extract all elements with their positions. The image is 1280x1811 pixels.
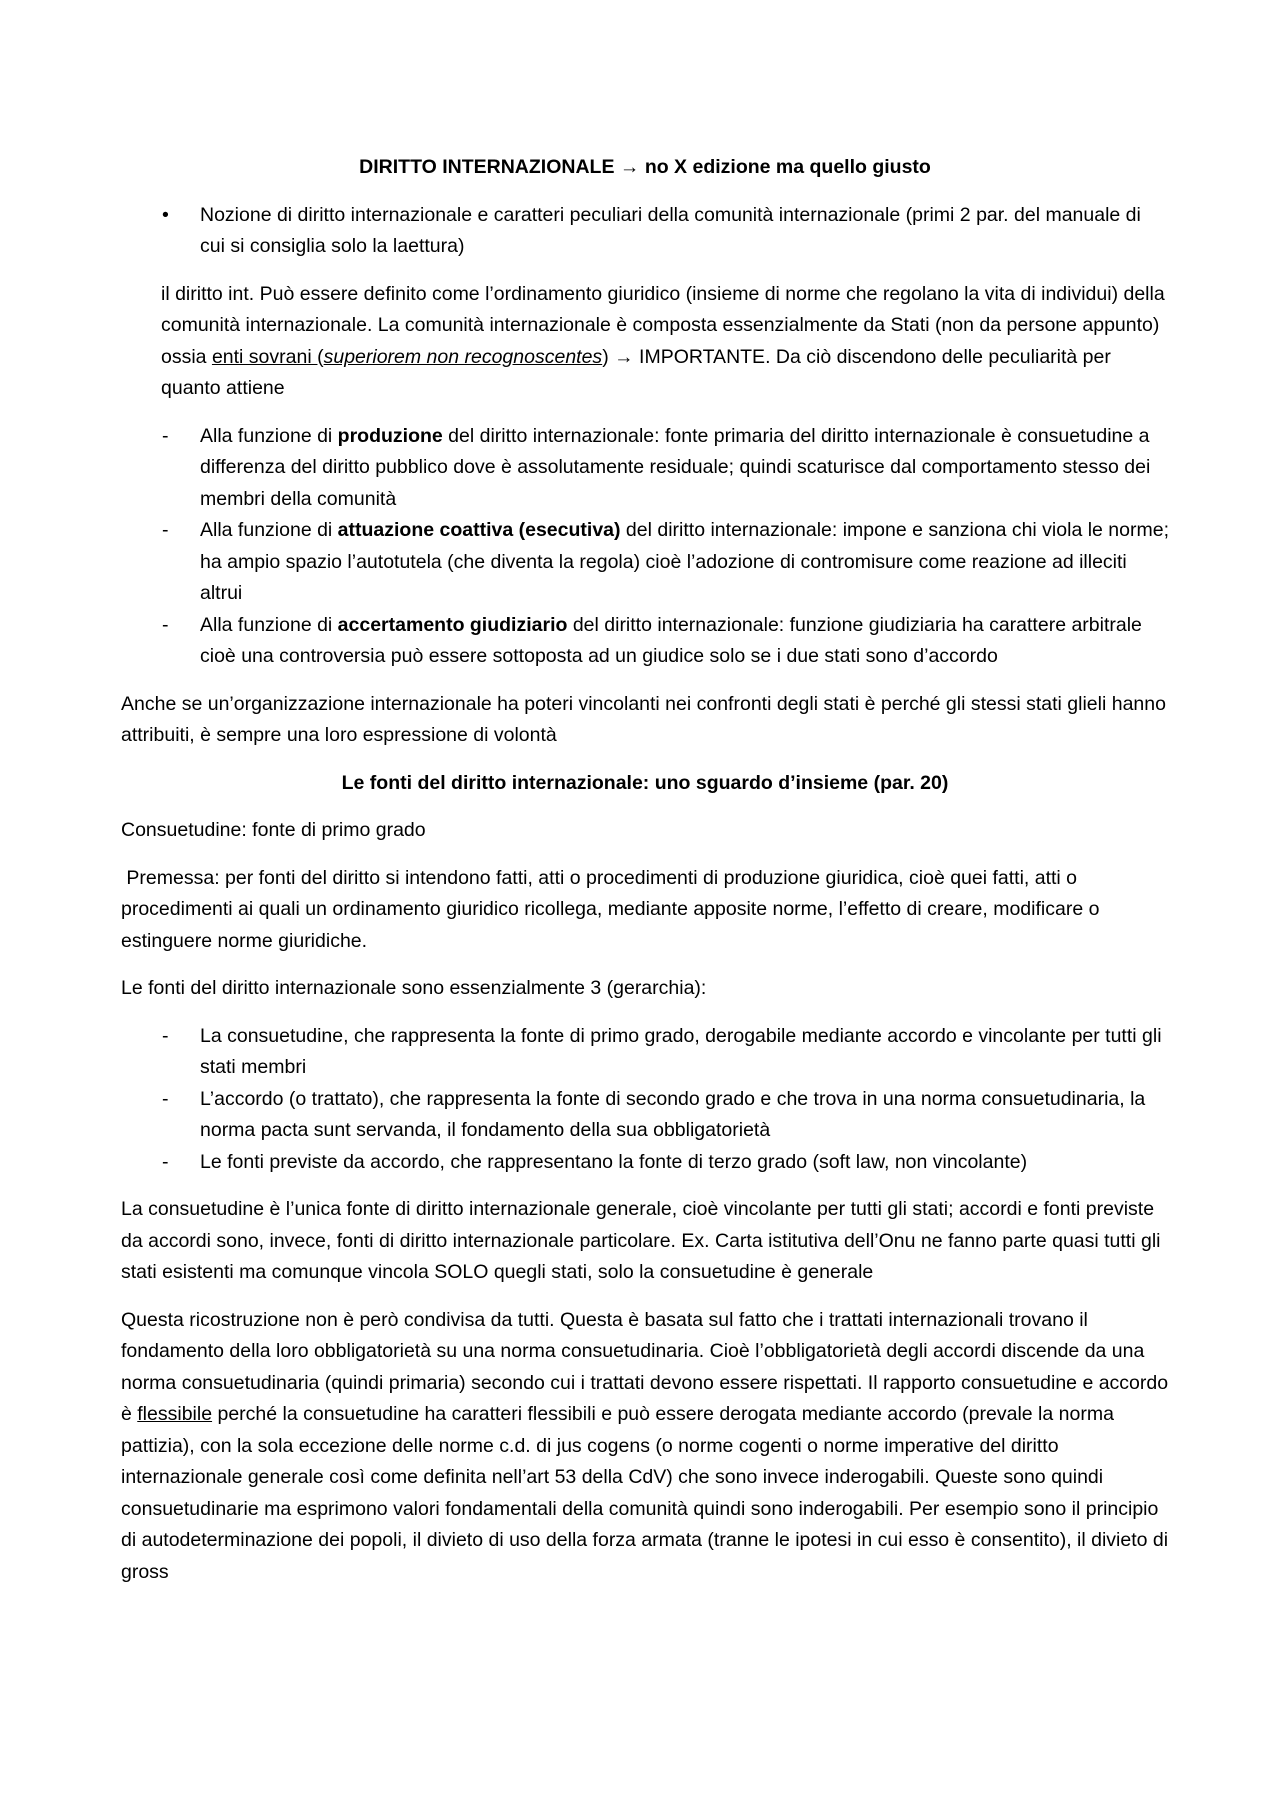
paragraph-organizations: Anche se un’organizzazione internazionale ha poteri vincolanti nei confronti degli stati è perché gli stessi stati glieli hanno attribuiti, è sempre una loro espressione di volontà [121,692,1166,746]
bold-text: accertamento giudiziario [337,613,568,636]
text-run: ) [602,345,615,368]
list-item-text: L’accordo (o trattato), che rappresenta la fonte di secondo grado e che trova in una norma consuetudinaria, la norma pacta sunt servanda, il fondamento della sua obbligatorietà [200,1087,1146,1141]
text-run: del diritto internazionale: fonte primaria del diritto internazionale è consuetudine a differenza del diritto pubblico dove è assolutamente residuale; quindi scaturisce dal comportamento stesso dei membri della comunità [200,424,1151,510]
paragraph-definition [121,279,1169,405]
bold-text: produzione [337,424,443,447]
dash-marker: - [162,1024,169,1047]
list-item [121,1084,1169,1147]
underlined-text: flessibile [137,1403,213,1425]
text-run: Questa ricostruzione non è però condivisa da tutti. Questa è basata sul fatto che i trattati internazionali trovano il fondamento della loro obbligatorietà su una norma consuetudinaria. Cioè l’obbligatorietà degli accordi discende da una norma consuetudinaria (quindi primaria) secondo cui i trattati devono essere rispettati. Il rapporto consuetudine e accordo è [121,1308,1169,1425]
list-item-text: La consuetudine, che rappresenta la fonte di primo grado, derogabile mediante accordo e vincolante per tutti gli stati membri [200,1024,1162,1078]
list-item [121,515,1169,610]
text-run: Alla funzione di [200,424,338,447]
paragraph-fonti-intro: Le fonti del diritto internazionale sono essenzialmente 3 (gerarchia): [121,977,707,999]
dash-marker: - [162,519,169,541]
dash-marker: - [162,424,169,447]
title-main: DIRITTO INTERNAZIONALE [359,156,615,178]
text-run: Alla funzione di [200,613,338,636]
text-run: Alla funzione di [200,519,338,541]
bold-text: attuazione coattiva (esecutiva) [337,519,621,541]
underlined-text: enti sovrani ( [211,345,324,368]
paragraph-consuetudine: Consuetudine: fonte di primo grado [121,819,426,841]
paragraph-consuetudine-generale: La consuetudine è l’unica fonte di diritto internazionale generale, cioè vincolante per tutti gli stati; accordi e fonti previste da accordi sono, invece, fonti di diritto internazionale particolare. Ex. Carta istitutiva dell’Onu ne fanno parte quasi tutti gli stati esistenti ma comunque vincola SOLO quegli stati, solo la consuetudine è generale [121,1198,1161,1283]
list-item [121,1021,1169,1084]
section-heading: Le fonti del diritto internazionale: uno sguardo d’insieme (par. 20) [341,771,949,794]
list-item [121,200,1169,263]
text-run: il diritto int. Può essere definito come l’ordinamento giuridico (insieme di norme che regolano la vita di individui) della comunità internazionale. La comunità internazionale è composta essenzialmente da Stati (non da persone appunto) ossia [161,282,1165,368]
dash-marker: - [162,613,169,636]
underlined-italic-text: superiorem non recognoscentes [323,345,603,368]
list-item [121,421,1169,516]
document-title [121,152,1169,184]
text-run: perché la consuetudine ha caratteri flessibili e può essere derogata mediante accordo (prevale la norma pattizia), con la sola eccezione delle norme c.d. di jus cogens (o norme cogenti o norme imperative del diritto internazionale generale così come definita nell’art 53 della CdV) che sono invece inderogabili. Queste sono quindi consuetudinarie ma esprimono valori fondamentali della comunità quindi sono inderogabili. Per esempio sono il principio di autodeterminazione dei popoli, il divieto di uso della forza armata (tranne le ipotesi in cui esso è consentito), il divieto di gross [121,1403,1169,1583]
list-item-text: Le fonti previste da accordo, che rappresentano la fonte di terzo grado (soft law, non vincolante) [200,1150,1028,1173]
text-run: IMPORTANTE. Da ciò discendono delle peculiarità per quanto attiene [161,345,1111,399]
document-page [121,152,1169,1604]
sources-list [121,1021,1169,1179]
list-item [121,610,1169,673]
list-item-text: Nozione di diritto internazionale e caratteri peculiari della comunità internazionale (primi 2 par. del manuale di cui si consiglia solo la laettura) [200,203,1141,257]
bullet-list [121,200,1169,263]
text-run: del diritto internazionale: funzione giudiziaria ha carattere arbitrale cioè una controversia può essere sottoposta ad un giudice solo se i due stati sono d’accordo [200,613,1142,667]
title-note: no X edizione ma quello giusto [644,156,931,178]
bullet-marker: • [162,203,169,226]
text-run: del diritto internazionale: impone e sanziona chi viola le norme; ha ampio spazio l’autotutela (che diventa la regola) cioè l’adozione di contromisure come reazione ad illeciti altrui [200,519,1169,604]
dash-marker: - [162,1087,169,1110]
dash-marker: - [162,1150,169,1173]
arrow-right-icon: → [614,345,634,368]
functions-list [121,421,1169,673]
list-item [121,1147,1169,1179]
paragraph-ricostruzione [121,1305,1169,1589]
paragraph-premessa: Premessa: per fonti del diritto si intendono fatti, atti o procedimenti di produzione giuridica, cioè quei fatti, atti o procedimenti ai quali un ordinamento giuridico ricollega, mediante apposite norme, l’effetto di creare, modificare o estinguere norme giuridiche. [121,866,1105,952]
arrow-right-icon: → [619,156,640,178]
